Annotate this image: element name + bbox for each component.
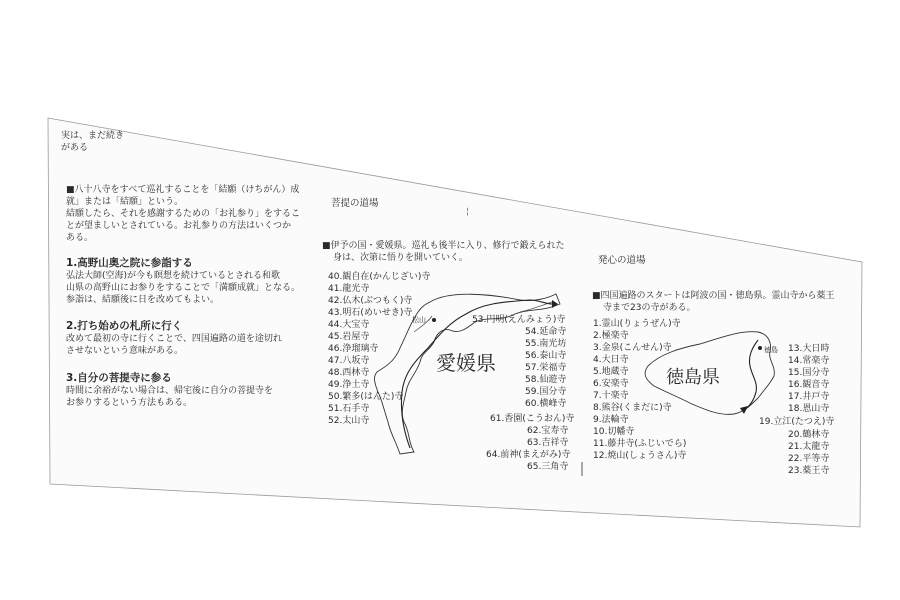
temple-item: 62.宝寿寺 bbox=[527, 426, 569, 436]
temple-item: 58.仙遊寺 bbox=[525, 375, 567, 385]
method-title: 2.打ち始めの札所に行く bbox=[66, 320, 183, 332]
city-dot-icon bbox=[758, 346, 762, 350]
temple-item: 47.八坂寺 bbox=[328, 356, 370, 366]
route-arrow-icon bbox=[552, 300, 558, 308]
temple-item: 59.国分寺 bbox=[525, 387, 567, 397]
method-block bbox=[66, 372, 273, 409]
temple-item: 57.栄福寺 bbox=[525, 363, 567, 373]
method-body-line: 改めて最初の寺に行くことで、四国遍路の道を途切れ bbox=[66, 334, 282, 344]
corner-note-line: がある bbox=[61, 143, 89, 153]
method-body-line: 参詣は、結願後に日を改めてもよい。 bbox=[66, 295, 220, 305]
method-block bbox=[66, 320, 282, 357]
route-arrow-icon bbox=[740, 406, 748, 414]
ehime-intro-line: ■伊予の国・愛媛県。巡礼も後半に入り、修行で鍛えられた bbox=[322, 241, 565, 251]
ehime-temple-list-right-lower bbox=[486, 449, 570, 461]
temple-item: 63.吉祥寺 bbox=[527, 438, 569, 448]
left-intro-line: とが望ましいとされている。お礼参りの方法はいくつか bbox=[66, 221, 292, 231]
temple-item: 11.藤井寺(ふじいでら) bbox=[593, 439, 687, 449]
temple-item: 17.井戸寺 bbox=[788, 392, 830, 402]
ehime-temple-list-right-lower bbox=[527, 461, 568, 473]
temple-item: 49.浄土寺 bbox=[328, 380, 370, 390]
temple-item: 20.鶴林寺 bbox=[788, 430, 830, 440]
tokushima-intro-line: 寺まで23の寺がある。 bbox=[603, 303, 696, 313]
method-body-line: 山県の高野山にお参りをすることで「満願成就」となる。 bbox=[66, 283, 301, 293]
temple-item: 12.焼山(しょうさん)寺 bbox=[593, 451, 687, 461]
method-body-line: 弘法大師(空海)が今も瞑想を続けているとされる和歌 bbox=[66, 271, 281, 281]
temple-item: 53.円明(えんみょう)寺 bbox=[472, 315, 566, 325]
temple-item: 4.大日寺 bbox=[593, 355, 629, 365]
tokushima-intro-line: ■四国遍路のスタートは阿波の国・徳島県。霊山寺から薬王 bbox=[592, 291, 835, 301]
temple-item: 16.観音寺 bbox=[788, 380, 830, 390]
method-body-line: お参りするという方法もある。 bbox=[66, 398, 193, 408]
temple-item: 41.龍光寺 bbox=[328, 284, 370, 294]
left-intro-line: 結願したら、それを感謝するための「お礼参り」をするこ bbox=[66, 209, 301, 219]
temple-item: 50.繁多(はんた)寺 bbox=[328, 392, 404, 402]
ehime-temple-list-left bbox=[328, 271, 430, 427]
method-block bbox=[66, 257, 300, 306]
left-intro-line: ■八十八寺をすべて巡礼することを「結願（けちがん）成 bbox=[66, 185, 300, 195]
temple-item: 18.恩山寺 bbox=[788, 404, 830, 414]
temple-item: 54.延命寺 bbox=[525, 327, 567, 337]
temple-item: 1.霊山(りょうぜん)寺 bbox=[593, 319, 681, 329]
left-intro bbox=[66, 184, 300, 244]
map-label-tokushima: 徳島県 bbox=[666, 367, 720, 388]
tokushima-temple-list-left bbox=[593, 318, 686, 462]
ehime-temple-list-right-lower bbox=[490, 413, 574, 425]
ehime-intro bbox=[322, 240, 565, 264]
temple-item: 9.法輪寺 bbox=[593, 415, 629, 425]
temple-item: 5.地蔵寺 bbox=[593, 367, 629, 377]
temple-item: 40.観自在(かんじざい)寺 bbox=[328, 272, 431, 282]
temple-item: 56.泰山寺 bbox=[525, 351, 567, 361]
section-title-tokushima: 発心の道場 bbox=[598, 255, 646, 266]
temple-item: 19.立江(たつえ)寺 bbox=[759, 417, 835, 427]
temple-item: 61.香園(こうおん)寺 bbox=[490, 414, 575, 424]
temple-item: 65.三角寺 bbox=[527, 462, 569, 472]
city-label-tokushima: 徳島 bbox=[764, 346, 778, 354]
city-dot-icon bbox=[432, 318, 436, 322]
method-body-line: 時間に余裕がない場合は、帰宅後に自分の菩提寺を bbox=[66, 386, 274, 396]
tokushima-temple-list-right-lower bbox=[788, 429, 829, 477]
temple-item: 44.大宝寺 bbox=[328, 320, 370, 330]
tokushima-temple-list-right bbox=[788, 343, 829, 415]
ehime-temple-list-right-lower bbox=[527, 425, 568, 449]
center-mark: ¦ bbox=[466, 207, 470, 217]
temple-item: 15.国分寺 bbox=[788, 368, 830, 378]
method-title: 3.自分の菩提寺に参る bbox=[66, 372, 172, 384]
ehime-intro-line: 身は、次第に悟りを開いていく。 bbox=[333, 253, 468, 263]
temple-item: 60.横峰寺 bbox=[525, 399, 567, 409]
left-intro-line: ある。 bbox=[66, 233, 94, 243]
temple-item: 2.極楽寺 bbox=[593, 331, 629, 341]
temple-item: 22.平等寺 bbox=[788, 454, 830, 464]
temple-item: 43.明石(めいせき)寺 bbox=[328, 308, 413, 318]
temple-item: 10.切幡寺 bbox=[593, 427, 635, 437]
ehime-temple-list-right bbox=[525, 326, 566, 410]
temple-item: 46.浄瑠璃寺 bbox=[328, 344, 379, 354]
corner-note-line: 実は、まだ続き bbox=[61, 131, 125, 141]
city-label-matsuyama: 松山 bbox=[412, 316, 426, 324]
temple-item: 52.太山寺 bbox=[328, 416, 370, 426]
left-intro-line: 就」または「結願」という。 bbox=[66, 197, 184, 207]
temple-item: 64.前神(まえがみ)寺 bbox=[486, 450, 571, 460]
temple-item: 45.岩屋寺 bbox=[328, 332, 370, 342]
temple-item: 55.南光坊 bbox=[525, 339, 567, 349]
corner-note bbox=[61, 130, 124, 154]
temple-item: 7.十楽寺 bbox=[593, 391, 629, 401]
method-title: 1.高野山奥之院に参詣する bbox=[66, 257, 193, 269]
section-title-ehime: 菩提の道場 bbox=[331, 198, 379, 209]
temple-item: 8.熊谷(くまだに)寺 bbox=[593, 403, 672, 413]
temple-item: 23.薬王寺 bbox=[788, 466, 830, 476]
tokushima-intro bbox=[592, 290, 835, 314]
temple-item: 51.石手寺 bbox=[328, 404, 370, 414]
temple-item: 13.大日時 bbox=[788, 344, 830, 354]
method-body-line: させないという意味がある。 bbox=[66, 346, 184, 356]
temple-item: 21.太龍寺 bbox=[788, 442, 830, 452]
temple-item: 6.安楽寺 bbox=[593, 379, 629, 389]
temple-item: 48.西林寺 bbox=[328, 368, 370, 378]
temple-item: 42.仏木(ぶつもく)寺 bbox=[328, 296, 413, 306]
temple-item: 3.金泉(こんせん)寺 bbox=[593, 343, 672, 353]
map-label-ehime: 愛媛県 bbox=[436, 351, 496, 375]
temple-item: 14.常楽寺 bbox=[788, 356, 830, 366]
